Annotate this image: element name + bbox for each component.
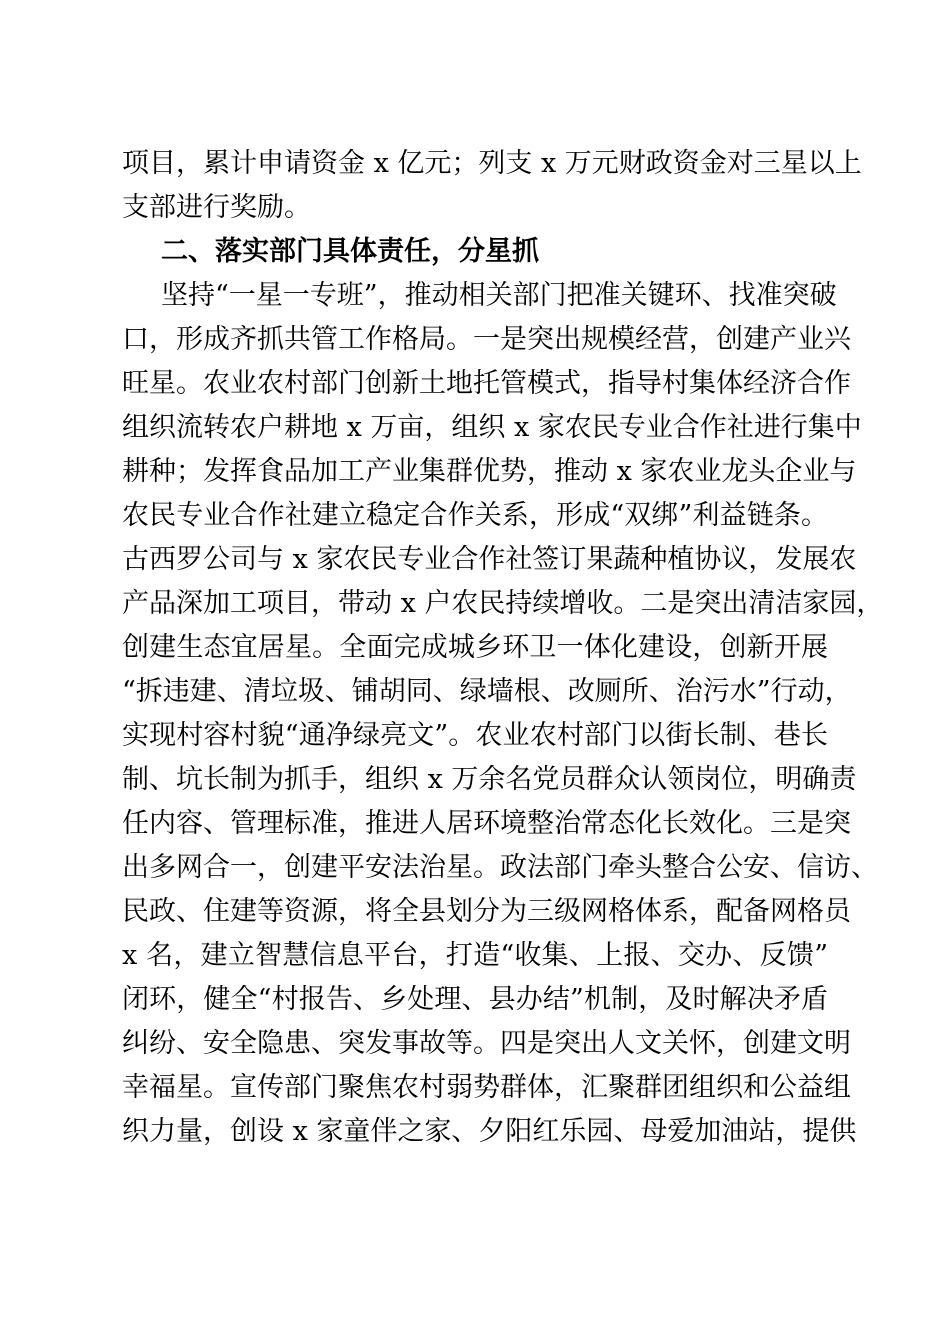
paragraph-2-line-10: “拆违建、清垃圾、铺胡同、绿墙根、改厕所、治污水”行动， — [122, 676, 852, 707]
paragraph-2-line-3: 旺星。农业农村部门创新土地托管模式，指导村集体经济合作 — [122, 368, 851, 399]
section-heading: 二、落实部门具体责任，分星抓 — [161, 236, 539, 267]
paragraph-2-line-8: 产品深加工项目，带动 x 户农民持续增收。二是突出清洁家园， — [122, 588, 884, 619]
paragraph-2-line-4: 组织流转农户耕地 x 万亩，组织 x 家农民专业合作社进行集中 — [122, 412, 862, 443]
paragraph-2-line-19: 幸福星。宣传部门聚焦农村弱势群体，汇聚群团组织和公益组 — [122, 1072, 851, 1103]
paragraph-2-line-15: 民政、住建等资源，将全县划分为三级网格体系，配备网格员 — [122, 896, 851, 927]
paragraph-2-line-1: 坚持“一星一专班”，推动相关部门把准关键环、找准突破 — [161, 280, 837, 311]
paragraph-2-line-12: 制、坑长制为抓手，组织 x 万余名党员群众认领岗位，明确责 — [122, 764, 857, 795]
paragraph-1-line-2: 支部进行奖励。 — [122, 192, 311, 223]
paragraph-2-line-14: 出多网合一，创建平安法治星。政法部门牵头整合公安、信访、 — [122, 852, 878, 883]
paragraph-2-line-7: 古西罗公司与 x 家农民专业合作社签订果蔬种植协议，发展农 — [122, 544, 857, 575]
paragraph-2-line-16: x 名，建立智慧信息平台，打造“收集、上报、交办、反馈” — [122, 940, 828, 971]
paragraph-2-line-17: 闭环，健全“村报告、乡处理、县办结”机制，及时解决矛盾 — [122, 984, 828, 1015]
paragraph-2-line-11: 实现村容村貌“通净绿亮文”。农业农村部门以街长制、巷长 — [122, 720, 828, 751]
paragraph-2-line-9: 创建生态宜居星。全面完成城乡环卫一体化建设，创新开展 — [122, 632, 828, 663]
paragraph-2-line-2: 口，形成齐抓共管工作格局。一是突出规模经营，创建产业兴 — [122, 324, 851, 355]
paragraph-1-line-1: 项目，累计申请资金 x 亿元；列支 x 万元财政资金对三星以上 — [122, 148, 862, 179]
paragraph-2-line-20: 织力量，创设 x 家童伴之家、夕阳红乐园、母爱加油站，提供 — [122, 1116, 857, 1147]
paragraph-2-line-13: 任内容、管理标准，推进人居环境整治常态化长效化。三是突 — [122, 808, 851, 839]
paragraph-2-line-18: 纠纷、安全隐患、突发事故等。四是突出人文关怀，创建文明 — [122, 1028, 851, 1059]
paragraph-2-line-6: 农民专业合作社建立稳定合作关系，形成“双绑”利益链条。 — [122, 500, 828, 531]
paragraph-2-line-5: 耕种；发挥食品加工产业集群优势，推动 x 家农业龙头企业与 — [122, 456, 857, 487]
